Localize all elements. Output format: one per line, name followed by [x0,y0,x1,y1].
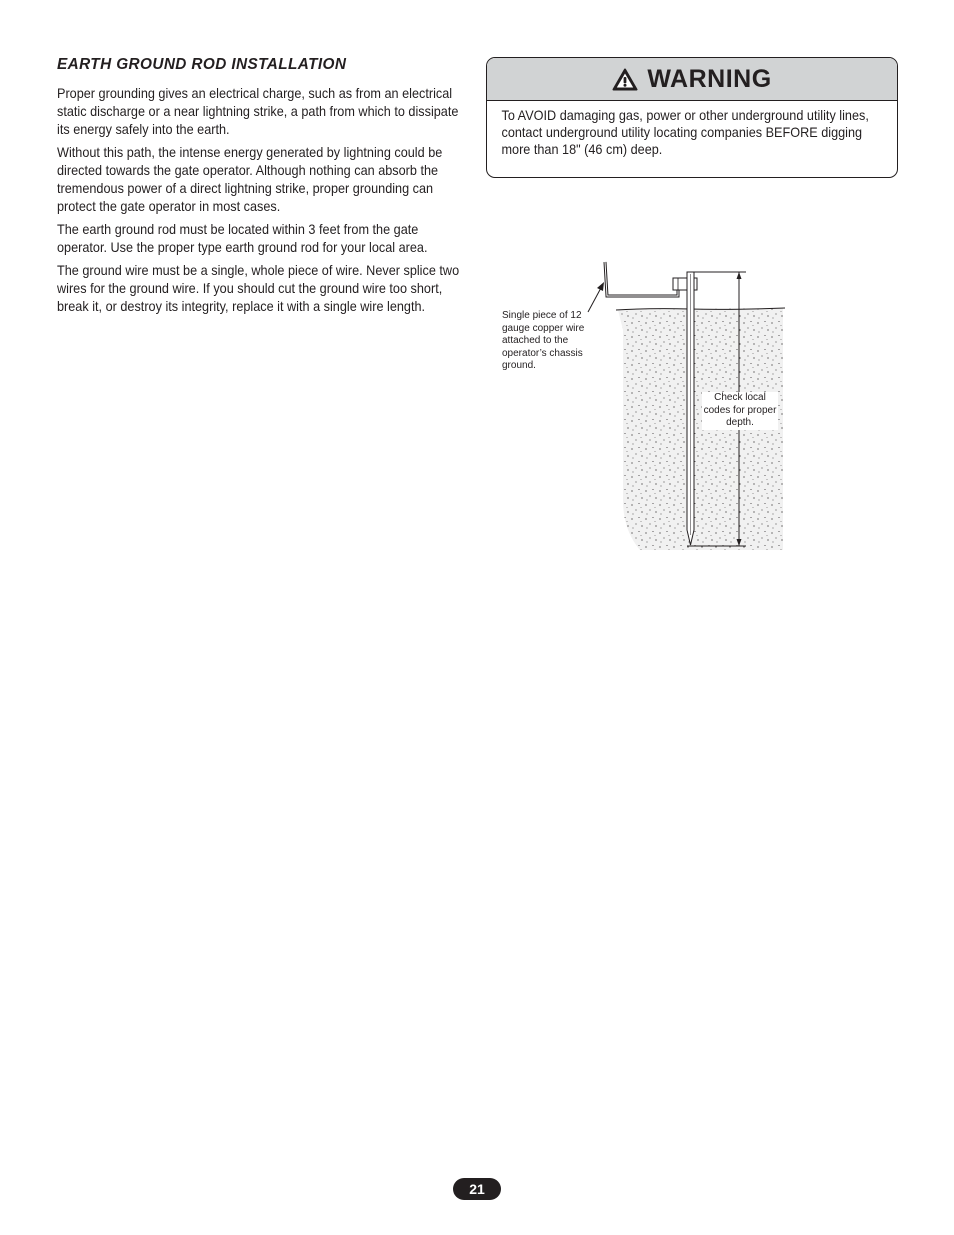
wire-callout-leader [588,286,602,312]
section-title: EARTH GROUND ROD INSTALLATION [57,56,347,73]
paragraph-rod-location: The earth ground rod must be located within 3 feet from the gate operator. Use the proper type earth ground rod for your local area. [57,221,428,255]
warning-title: WARNING [647,64,772,93]
paragraph-lightning-energy: Without this path, the intense energy generated by lightning could be directed towards the gate operator. Although nothing can absorb the tremendous power of a direct lightning strike, proper grounding can protect the gate operator in most cases. [57,144,443,214]
wire-callout: Single piece of 12 gauge copper wire attached to the operator’s chassis ground. [502,310,585,371]
warning-text: To AVOID damaging gas, power or other underground utility lines, contact underground utility locating companies BEFORE digging more than 18" (46 cm) deep. [501,107,869,157]
page-number: 21 [453,1178,501,1200]
paragraph-ground-wire: The ground wire must be a single, whole piece of wire. Never splice two wires for the ground wire. If you should cut the ground wire too short, break it, or destroy its integrity, replace it with a single wire length. [57,262,460,314]
ground-wire [605,262,678,296]
warning-box [486,57,898,178]
paragraph-grounding-purpose: Proper grounding gives an electrical charge, such as from an electrical static discharge or a near lightning strike, a path from which to dissipate its energy safely into the earth. [57,85,459,137]
warning-header [487,58,897,101]
depth-callout: Check local codes for proper depth. [703,392,777,428]
main-column [57,55,469,320]
warning-triangle-icon [612,68,638,91]
